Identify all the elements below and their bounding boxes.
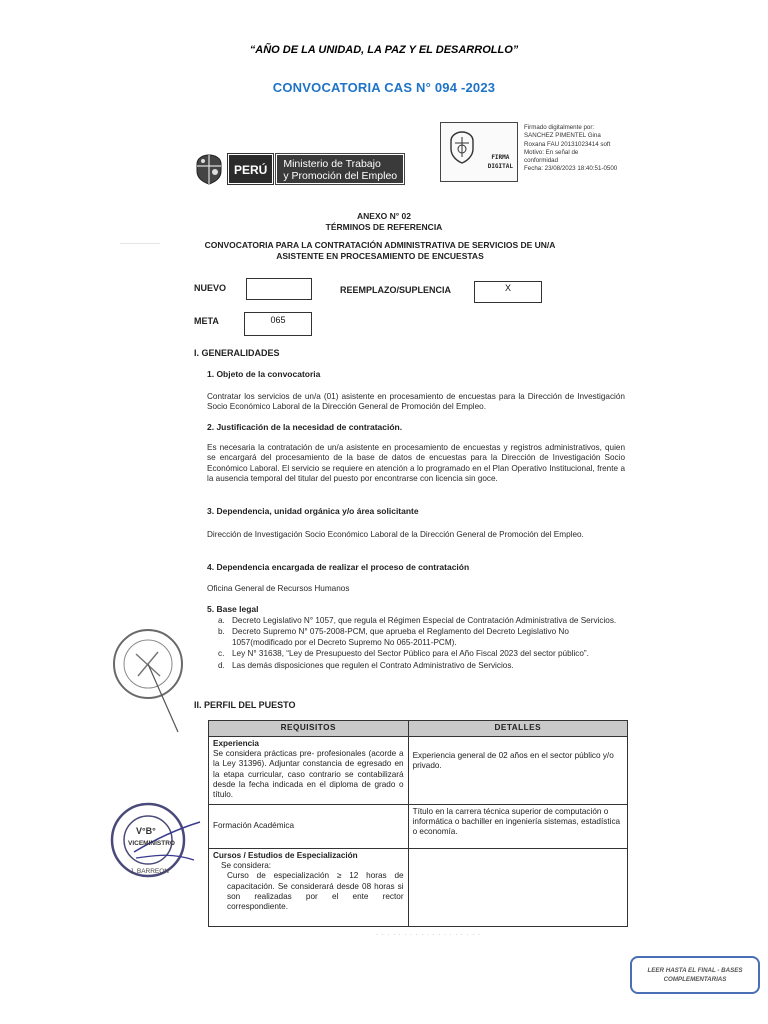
- reemplazo-label: REEMPLAZO/SUPLENCIA: [340, 285, 452, 295]
- subsection-objeto: 1. Objeto de la convocatoria: [207, 369, 321, 379]
- logo-country: PERÚ: [228, 154, 273, 184]
- table-row: [209, 737, 628, 805]
- list-item: c. Ley N° 31638, “Ley de Presupuesto del Sector Público para el Año Fiscal 2023 del sector público”.: [218, 649, 589, 659]
- logo-ministry: Ministerio de Trabajo y Promoción del Empleo: [276, 154, 404, 184]
- signature-details: Firmado digitalmente por: SANCHEZ PIMENTEL Gina Roxana FAU 20131023414 soft Motivo: En señal de conformidad Fecha: 23/08/2023 18:40:51-0500: [524, 124, 618, 173]
- det-cursos: [408, 849, 627, 927]
- meta-label: META: [194, 316, 219, 326]
- year-line: “AÑO DE LA UNIDAD, LA PAZ Y EL DESARROLLO”: [249, 44, 519, 56]
- justificacion-text: Es necesaria la contratación de un/a asistente en procesamiento de encuestas y registros administrativos, quien se encargará del procesamiento de la base de datos de encuestas para la Dirección de Investigación Socio Económico Laboral. El servicio se requiere en atención a lo programado en el Plan Operativo Institucional, frente a la ausencia temporal del titular del puesto por encontrarse con licencia sin goce.: [207, 443, 625, 484]
- dependencia-text: Dirección de Investigación Socio Económico Laboral de la Dirección General de Promoción del Empleo.: [207, 530, 584, 539]
- det-formacion: Título en la carrera técnica superior de computación o informática o bachiller en ingeniería sistemas, estadística o economía.: [408, 805, 627, 849]
- coat-of-arms-icon: [447, 129, 477, 165]
- nuevo-box: [246, 278, 312, 300]
- official-seal-icon: [108, 624, 188, 734]
- vb-role: VICEMINISTRO: [128, 840, 175, 847]
- subsection-base-legal: 5. Base legal: [207, 604, 259, 614]
- table-row: [209, 805, 628, 849]
- page-title: CONVOCATORIA CAS N° 094 -2023: [272, 80, 496, 95]
- list-item: a. Decreto Legislativo N° 1057, que regula el Régimen Especial de Contratación Administrativa de Servicios.: [218, 616, 617, 625]
- nuevo-label: NUEVO: [194, 283, 227, 293]
- digital-signature-box: [440, 122, 518, 182]
- annex-terms: TÉRMINOS DE REFERENCIA: [325, 222, 443, 232]
- table-row: [209, 849, 628, 927]
- column-header-requisitos: REQUISITOS: [209, 721, 409, 737]
- det-experiencia: Experiencia general de 02 años en el sector público y/o privado.: [408, 737, 627, 805]
- vb-text: V°B°: [136, 826, 156, 836]
- req-experiencia: Experiencia Se considera prácticas pre- profesionales (acorde a la Ley 31396). Adjuntar constancia de egresado en la etapa curricular, caso contrario se contabilizará desde la fecha indicada en el diploma de grado o título.: [209, 737, 409, 805]
- list-item: d. Las demás disposiciones que regulen el Contrato Administrativo de Servicios.: [218, 660, 514, 670]
- legal-list: [218, 616, 618, 672]
- scan-mark: [120, 243, 160, 244]
- column-header-detalles: DETALLES: [408, 721, 627, 737]
- section-generalidades: I. GENERALIDADES: [194, 348, 280, 358]
- subsection-justificacion: 2. Justificación de la necesidad de contratación.: [207, 422, 403, 432]
- annex-number: ANEXO N° 02: [357, 211, 411, 221]
- subsection-encargada: 4. Dependencia encargada de realizar el proceso de contratación: [207, 562, 470, 572]
- section-perfil: II. PERFIL DEL PUESTO: [194, 700, 296, 710]
- encargada-text: Oficina General de Recursos Humanos: [207, 584, 350, 593]
- vb-signer: J. BARREON: [130, 868, 170, 875]
- ministry-logo: [192, 152, 404, 186]
- scan-artifact: · · · · · · · · · · · · · · · · · · ·: [376, 932, 481, 938]
- req-cursos: Cursos / Estudios de Especialización Se considera: Curso de especialización ≥ 12 horas de capacitación. Se considerará desde 08 horas si son realizadas por el ente rector correspondiente.: [209, 849, 409, 927]
- objeto-text: Contratar los servicios de un/a (01) asistente en procesamiento de encuestas para la Dirección de Investigación Socio Económico Laboral de la Dirección General de Promoción del Empleo.: [207, 392, 625, 412]
- digital-signature-label: FIRMA DIGITAL: [487, 154, 513, 170]
- req-formacion: Formación Académica: [209, 805, 409, 849]
- annex-subtitle: CONVOCATORIA PARA LA CONTRATACIÓN ADMINISTRATIVA DE SERVICIOS DE UN/A ASISTENTE EN PROCESAMIENTO DE ENCUESTAS: [204, 240, 556, 261]
- profile-table: [208, 720, 628, 927]
- read-note-box: LEER HASTA EL FINAL - BASES COMPLEMENTARIAS: [630, 956, 760, 994]
- subsection-dependencia: 3. Dependencia, unidad orgánica y/o área solicitante: [207, 506, 419, 516]
- list-item: b. Decreto Supremo N° 075-2008-PCM, que aprueba el Reglamento del Decreto Legislativo No 1057(modificado por el Decreto Supremo No 065-2011-PCM).: [218, 627, 569, 647]
- reemplazo-box: X: [474, 281, 542, 303]
- shield-icon: [192, 152, 226, 186]
- meta-box: 065: [244, 312, 312, 336]
- table-header-row: [209, 721, 628, 737]
